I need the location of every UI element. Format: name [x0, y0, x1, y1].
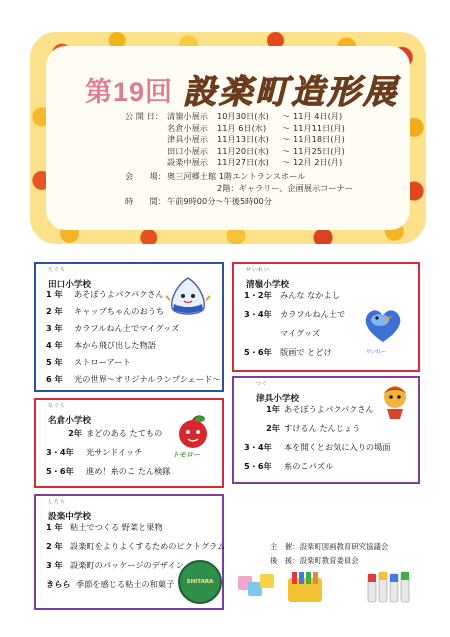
- list-item: [46, 337, 220, 354]
- list-item: [46, 371, 220, 388]
- exhibition-start: 11月 6日(水): [217, 122, 267, 133]
- list-item: [46, 424, 170, 443]
- artwork-list: [244, 286, 345, 362]
- sponsor-row: [270, 554, 388, 568]
- venue-label: 会 場：: [125, 170, 166, 181]
- exhibition-start: 10月30日(水): [217, 111, 269, 121]
- seirei-mascot-label: せいれー: [366, 349, 387, 355]
- exhibition-info: [125, 111, 353, 208]
- artwork-title: 季節を感じる粘土の和菓子: [76, 579, 175, 589]
- school-ruby: たぐち: [48, 267, 67, 273]
- exhibition-end: 11月25日(月): [293, 145, 345, 156]
- venue-line1: 奥三河郷土館 1階エントランスホール: [167, 170, 306, 181]
- exhibition-start: 11月27日(水): [217, 157, 269, 168]
- crayons-box-icon: [286, 570, 326, 604]
- exhibition-sep: ～: [281, 145, 291, 156]
- apple-mascot-icon: [172, 412, 214, 452]
- artwork-title: 光の世界～オリジナルランプシェード～: [74, 374, 221, 384]
- list-item: [244, 438, 390, 457]
- list-item: [244, 419, 390, 438]
- school-ruby: なぐら: [48, 403, 67, 409]
- exhibition-start: 11月13日(水): [217, 134, 269, 145]
- school-logo-icon: [178, 560, 222, 604]
- artwork-title: カラフルねん土で: [280, 309, 346, 319]
- artwork-title: マイグッズ: [280, 328, 321, 338]
- artwork-title: みんな なかよし: [280, 290, 340, 300]
- school-name: 田口小学校: [48, 280, 91, 290]
- rice-ball-mascot-icon: [164, 274, 212, 322]
- grade-label: 6 年: [46, 374, 63, 384]
- exhibition-name: 設楽中展示: [167, 157, 208, 168]
- list-item: [46, 354, 220, 371]
- exhibition-end: 11月11日(月): [293, 122, 345, 133]
- school-name: 名倉小学校: [48, 416, 91, 426]
- exhibition-sep: ～: [281, 111, 291, 121]
- list-item: [46, 518, 225, 537]
- school-ruby: したら: [48, 499, 67, 505]
- list-item: [46, 462, 170, 481]
- list-item: [244, 400, 390, 419]
- school-name: 設楽中学校: [48, 512, 91, 522]
- school-name: 津具小学校: [256, 394, 299, 404]
- grade-label: 3・4年: [244, 442, 272, 452]
- exhibition-row: [125, 111, 353, 123]
- grade-label: 2年: [68, 428, 82, 438]
- school-ruby: せいれい: [246, 267, 271, 273]
- page-title: [85, 66, 399, 113]
- grade-label: 1 年: [46, 289, 63, 299]
- artwork-list: [244, 400, 390, 476]
- organizer-name: 設楽町図画教育研究協議会: [299, 542, 389, 551]
- artwork-title: 粘土でつくる 野菜と果物: [70, 522, 163, 532]
- grade-label: 5・6年: [244, 347, 272, 357]
- heart-bird-mascot-icon: [358, 300, 408, 348]
- list-item: [244, 305, 345, 324]
- artwork-title: あそぼうよパクパクさん: [284, 404, 374, 414]
- artwork-title: ストローアート: [74, 357, 131, 367]
- grade-label: 3 年: [46, 560, 63, 570]
- artwork-title: 設楽町のパッケージのデザイン: [70, 560, 184, 570]
- venue-row-2: [125, 183, 353, 195]
- artwork-title: 版画で とどけ: [280, 347, 332, 357]
- time-row: [125, 196, 353, 208]
- school-box-shitara-jhs: [34, 494, 224, 610]
- artwork-title: すけるん たんじょう: [284, 423, 361, 433]
- grade-label: 2 年: [46, 306, 63, 316]
- list-item: [46, 320, 220, 337]
- school-box-taguchi: [34, 262, 224, 392]
- school-box-nagura: [34, 398, 224, 488]
- artwork-title: 本から飛び出した物語: [74, 340, 156, 350]
- grade-label: 3・4年: [244, 309, 272, 319]
- exhibition-name: 清嶺小展示: [167, 111, 208, 121]
- grade-label: 2 年: [46, 541, 63, 551]
- nagura-mascot-label: トモロー: [172, 451, 200, 459]
- artwork-title: まどのある たてもの: [86, 428, 163, 438]
- exhibition-sep: ～: [281, 157, 291, 168]
- exhibition-row: [125, 146, 353, 158]
- sponsor-name: 設楽町教育委員会: [299, 556, 359, 565]
- grade-label: 2年: [266, 423, 280, 433]
- time-value: 午前9時00分～午後5時00分: [167, 196, 272, 207]
- organizer-row: [270, 540, 388, 554]
- artwork-title: カラフルねん土でマイグッズ: [74, 323, 180, 333]
- list-item: [244, 324, 345, 343]
- exhibition-name: 津具小展示: [167, 134, 208, 145]
- exhibition-name: 名倉小展示: [167, 122, 208, 133]
- grade-label: 3・4年: [46, 447, 74, 457]
- artwork-title: 進め！糸のこ たん検隊: [86, 466, 171, 476]
- grade-label: 1・2年: [244, 290, 272, 300]
- exhibition-sep: ～: [281, 134, 291, 145]
- school-box-seirei: [232, 262, 420, 372]
- exhibition-sep: ～: [281, 122, 291, 133]
- list-item: [244, 457, 390, 476]
- artwork-title: 設楽町をよりよくするためのピクトグラム: [70, 541, 226, 551]
- grade-label: 4 年: [46, 340, 63, 350]
- organizer-label: 主 催：: [270, 542, 300, 551]
- venue-line2: 2階：ギャラリー、企画展示コーナー: [217, 182, 353, 193]
- school-ruby: つぐ: [256, 381, 269, 387]
- title-main: 設楽町造形展: [183, 73, 400, 110]
- grade-label: 1 年: [46, 522, 63, 532]
- exhibition-end: 12月 2日(月): [293, 157, 343, 168]
- exhibition-name: 田口小展示: [167, 145, 208, 156]
- exhibition-header: [30, 32, 426, 244]
- credits: [270, 540, 388, 568]
- exhibition-row: [125, 123, 353, 135]
- exhibition-end: 11月18日(月): [293, 134, 345, 145]
- list-item: [244, 343, 345, 362]
- exhibition-end: 11月 4日(月): [293, 111, 343, 121]
- grade-label: 5 年: [46, 357, 63, 367]
- sponsor-label: 後 援：: [270, 556, 300, 565]
- list-item: [46, 443, 170, 462]
- paint-tubes-icon: [366, 568, 412, 604]
- artwork-title: 糸のこパズル: [284, 461, 334, 471]
- period-label: 公 開 日：: [125, 111, 163, 121]
- character-mascot-icon: [378, 382, 412, 420]
- title-number: 第19回: [85, 77, 174, 107]
- grade-label: 5・6年: [46, 466, 74, 476]
- grade-label: 1年: [266, 404, 280, 414]
- exhibition-row: [125, 134, 353, 146]
- artwork-title: 本を開くとお気に入りの場面: [284, 442, 391, 452]
- school-name: 清嶺小学校: [246, 280, 289, 290]
- exhibition-row: [125, 157, 353, 169]
- exhibition-start: 11月20日(水): [217, 145, 269, 156]
- artwork-list: [46, 424, 170, 481]
- school-box-tsugu: [232, 376, 420, 484]
- artwork-title: キャップちゃんのおうち: [74, 306, 165, 316]
- artwork-title: あそぼうよパクパクさん: [74, 289, 164, 299]
- grade-label: きらら: [46, 579, 71, 589]
- list-item: [244, 286, 345, 305]
- artwork-title: 光サンドイッチ: [86, 447, 143, 457]
- art-supplies-icon: [236, 570, 278, 600]
- grade-label: 5・6年: [244, 461, 272, 471]
- school-logo-text: SHITARA: [186, 579, 214, 585]
- venue-row: [125, 171, 353, 183]
- grade-label: 3 年: [46, 323, 63, 333]
- list-item: [46, 537, 225, 556]
- time-label: 時 間：: [125, 196, 166, 207]
